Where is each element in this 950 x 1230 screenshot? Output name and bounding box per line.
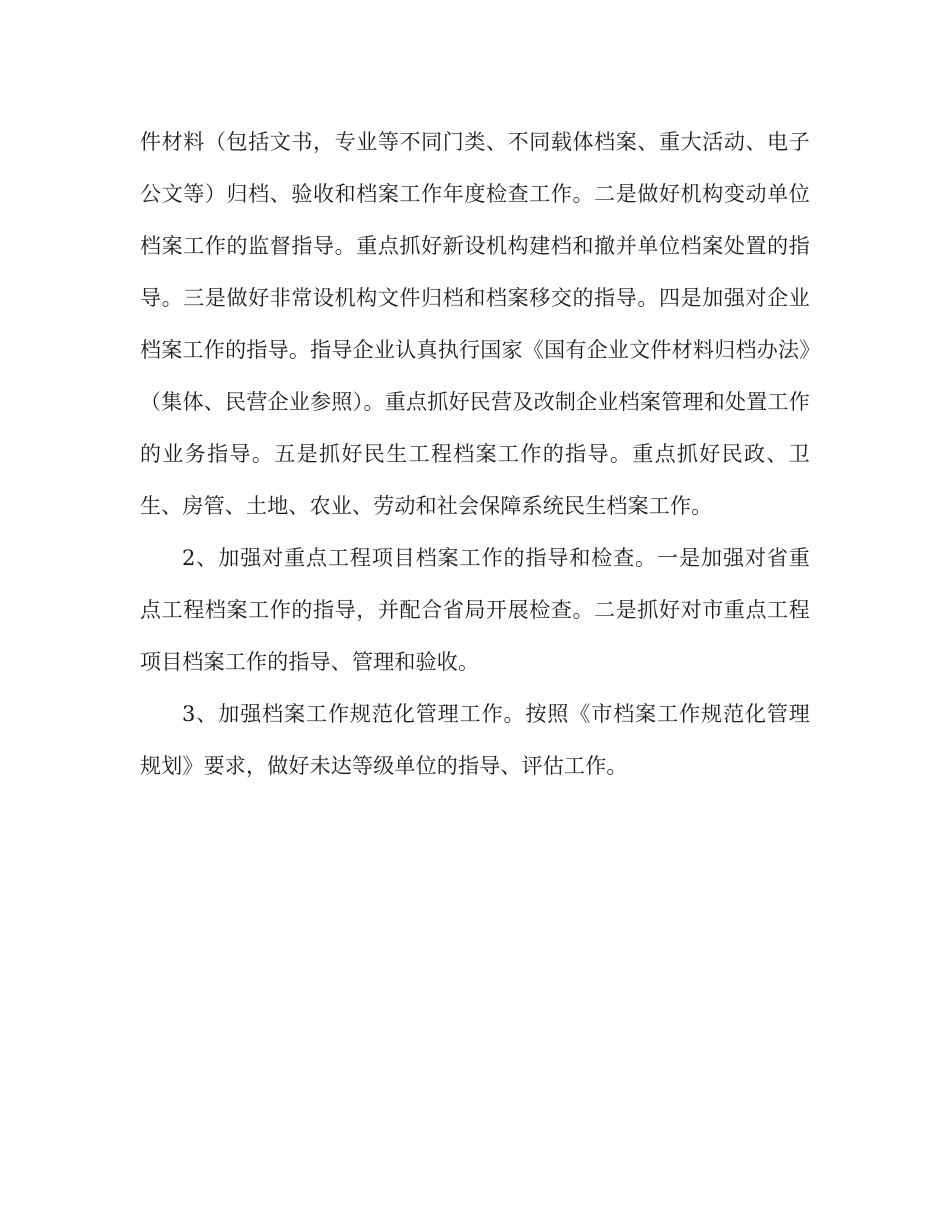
paragraph-2: 2、加强对重点工程项目档案工作的指导和检查。一是加强对省重点工程档案工作的指导，并配合省局开展检查。二是抓好对市重点工程项目档案工作的指导、管理和验收。 xyxy=(140,546,810,674)
document-body xyxy=(140,116,810,792)
paragraph-1: 件材料（包括文书，专业等不同门类、不同载体档案、重大活动、电子公文等）归档、验收和档案工作年度检查工作。二是做好机构变动单位档案工作的监督指导。重点抓好新设机构建档和撤并单位档案处置的指导。三是做好非常设机构文件归档和档案移交的指导。四是加强对企业档案工作的指导。指导企业认真执行国家《国有企业文件材料归档办法》（集体、民营企业参照）。重点抓好民营及改制企业档案管理和处置工作的业务指导。五是抓好民生工程档案工作的指导。重点抓好民政、卫生、房管、土地、农业、劳动和社会保障系统民生档案工作。 xyxy=(140,130,810,518)
paragraph-3: 3、加强档案工作规范化管理工作。按照《市档案工作规范化管理规划》要求，做好未达等级单位的指导、评估工作。 xyxy=(140,702,810,778)
